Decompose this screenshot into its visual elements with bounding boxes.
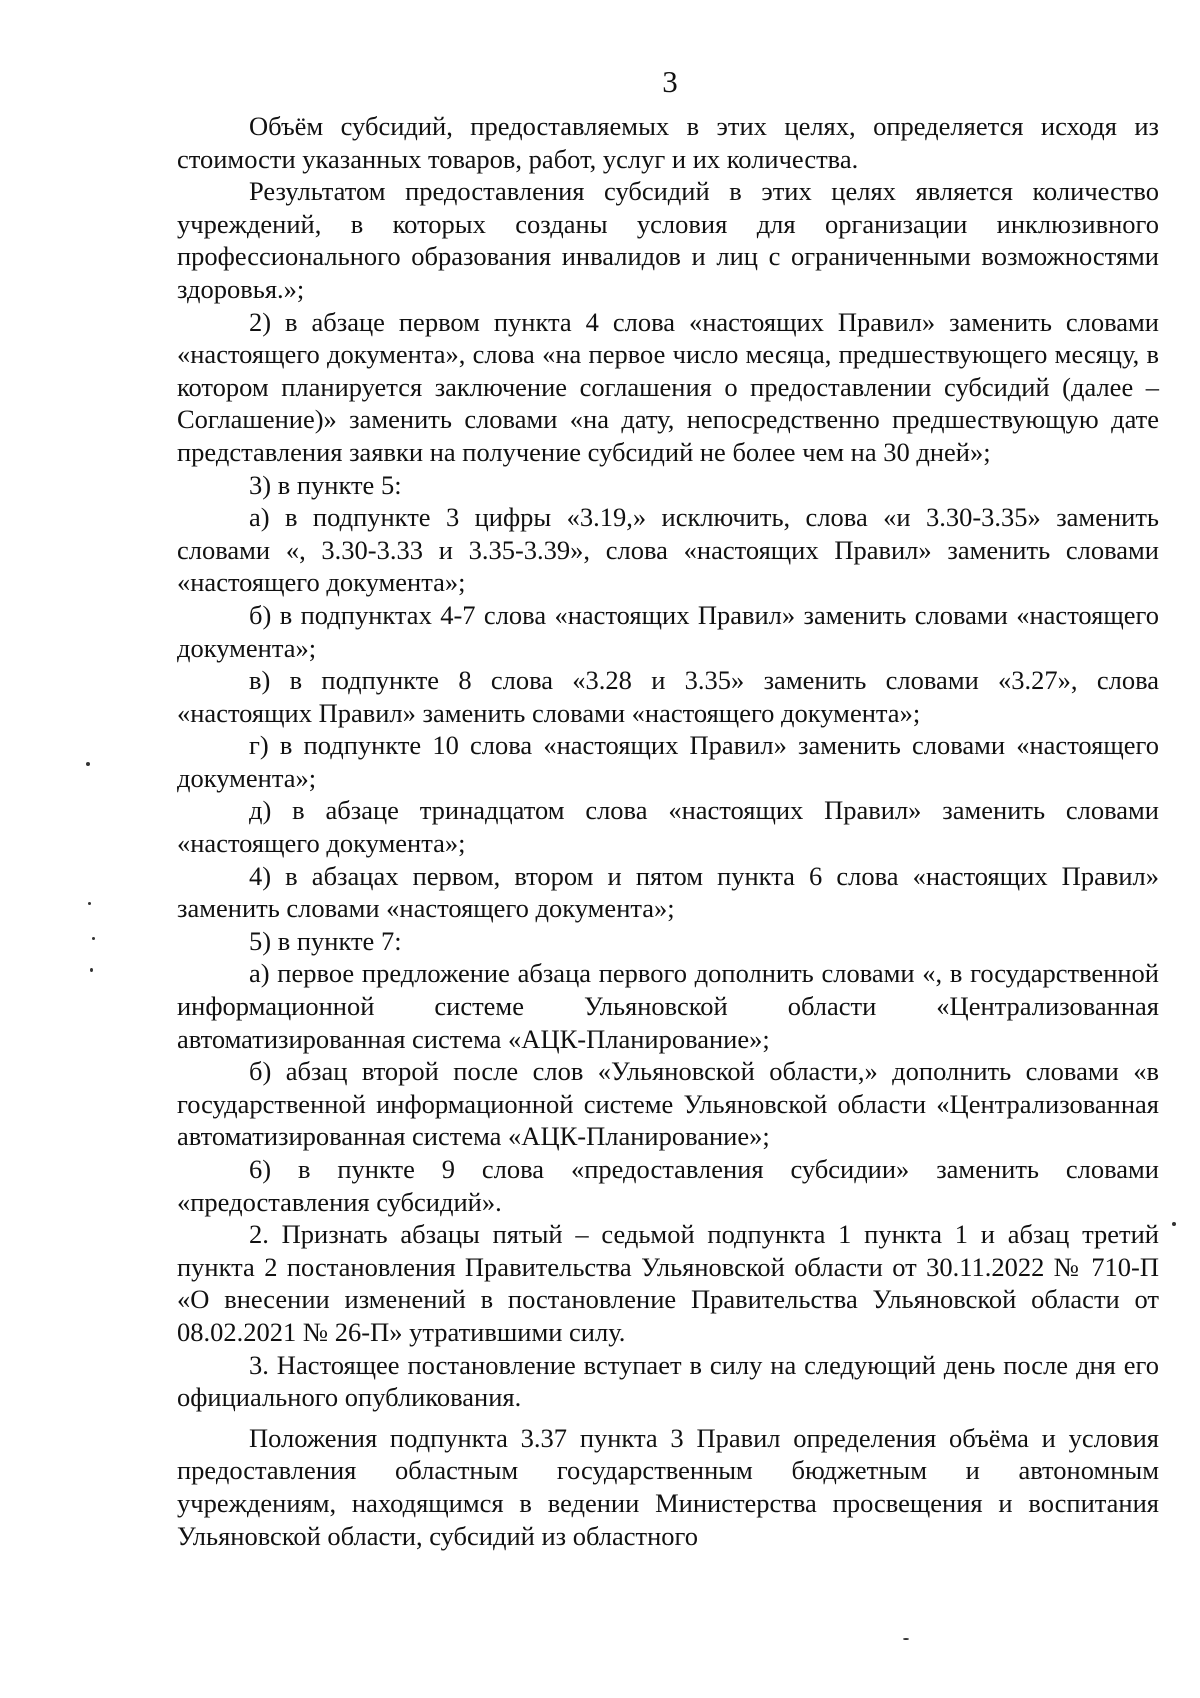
paragraph: 6) в пункте 9 слова «предоставления субсидии» заменить словами «предоставления субсидий». xyxy=(177,1154,1159,1217)
scan-speck xyxy=(1172,1222,1176,1226)
scan-speck xyxy=(86,762,90,766)
paragraph: а) первое предложение абзаца первого дополнить словами «, в государственной информационной системе Ульяновской области «Централизованная автоматизированная система «АЦК-Планирование»; xyxy=(177,958,1159,1054)
paragraph: 2. Признать абзацы пятый – седьмой подпункта 1 пункта 1 и абзац третий пункта 2 постановления Правительства Ульяновской области от 30.11.2022 № 710-П «О внесении изменений в постановление Правительства Ульяновской области от 08.02.2021 № 26-П» утратившими силу. xyxy=(177,1219,1159,1347)
page-number: 3 xyxy=(662,64,678,99)
paragraph: а) в подпункте 3 цифры «3.19,» исключить, слова «и 3.30-3.35» заменить словами «, 3.30-3.33 и 3.35-3.39», слова «настоящих Правил» заменить словами «настоящего документа»; xyxy=(177,502,1159,598)
scan-speck xyxy=(903,1638,909,1640)
paragraph: д) в абзаце тринадцатом слова «настоящих Правил» заменить словами «настоящего документа»; xyxy=(177,795,1159,859)
paragraph: Объём субсидий, предоставляемых в этих целях, определяется исходя из стоимости указанных товаров, работ, услуг и их количества. xyxy=(177,111,1159,174)
paragraph: 3. Настоящее постановление вступает в силу на следующий день после дня его официального опубликования. xyxy=(177,1349,1159,1413)
paragraph: 3) в пункте 5: xyxy=(249,469,402,500)
paragraph: 5) в пункте 7: xyxy=(249,925,402,956)
paragraph: Результатом предоставления субсидий в этих целях является количество учреждений, в которых созданы условия для организации инклюзивного профессионального образования инвалидов и лиц с ограниченными возможностями здоровья.»; xyxy=(177,176,1159,304)
scan-speck xyxy=(90,968,93,972)
paragraph: б) абзац второй после слов «Ульяновской области,» дополнить словами «в государственной информационной системе Ульяновской области «Централизованная автоматизированная система «АЦК-Планирование»; xyxy=(177,1056,1159,1152)
document-body xyxy=(177,110,1159,1552)
paragraph: 4) в абзацах первом, втором и пятом пункта 6 слова «настоящих Правил» заменить словами «настоящего документа»; xyxy=(177,860,1159,924)
paragraph: г) в подпункте 10 слова «настоящих Правил» заменить словами «настоящего документа»; xyxy=(177,730,1159,793)
paragraph: 2) в абзаце первом пункта 4 слова «настоящих Правил» заменить словами «настоящего документа», слова «на первое число месяца, предшествующего месяцу, в котором планируется заключение соглашения о предоставлении субсидий (далее – Соглашение)» заменить словами «на дату, непосредственно предшествующую дате представления заявки на получение субсидий не более чем на 30 дней»; xyxy=(177,306,1159,467)
scan-speck xyxy=(92,937,95,940)
paragraph: Положения подпункта 3.37 пункта 3 Правил определения объёма и условия предоставления областным государственным бюджетным и автономным учреждениям, находящимся в ведении Министерства просвещения и воспитания Ульяновской области, субсидий из областного xyxy=(177,1422,1159,1551)
paragraph: в) в подпункте 8 слова «3.28 и 3.35» заменить словами «3.27», слова «настоящих Правил» заменить словами «настоящего документа»; xyxy=(177,665,1159,728)
scan-speck xyxy=(88,902,91,905)
paragraph: б) в подпунктах 4-7 слова «настоящих Правил» заменить словами «настоящего документа»; xyxy=(177,599,1159,663)
